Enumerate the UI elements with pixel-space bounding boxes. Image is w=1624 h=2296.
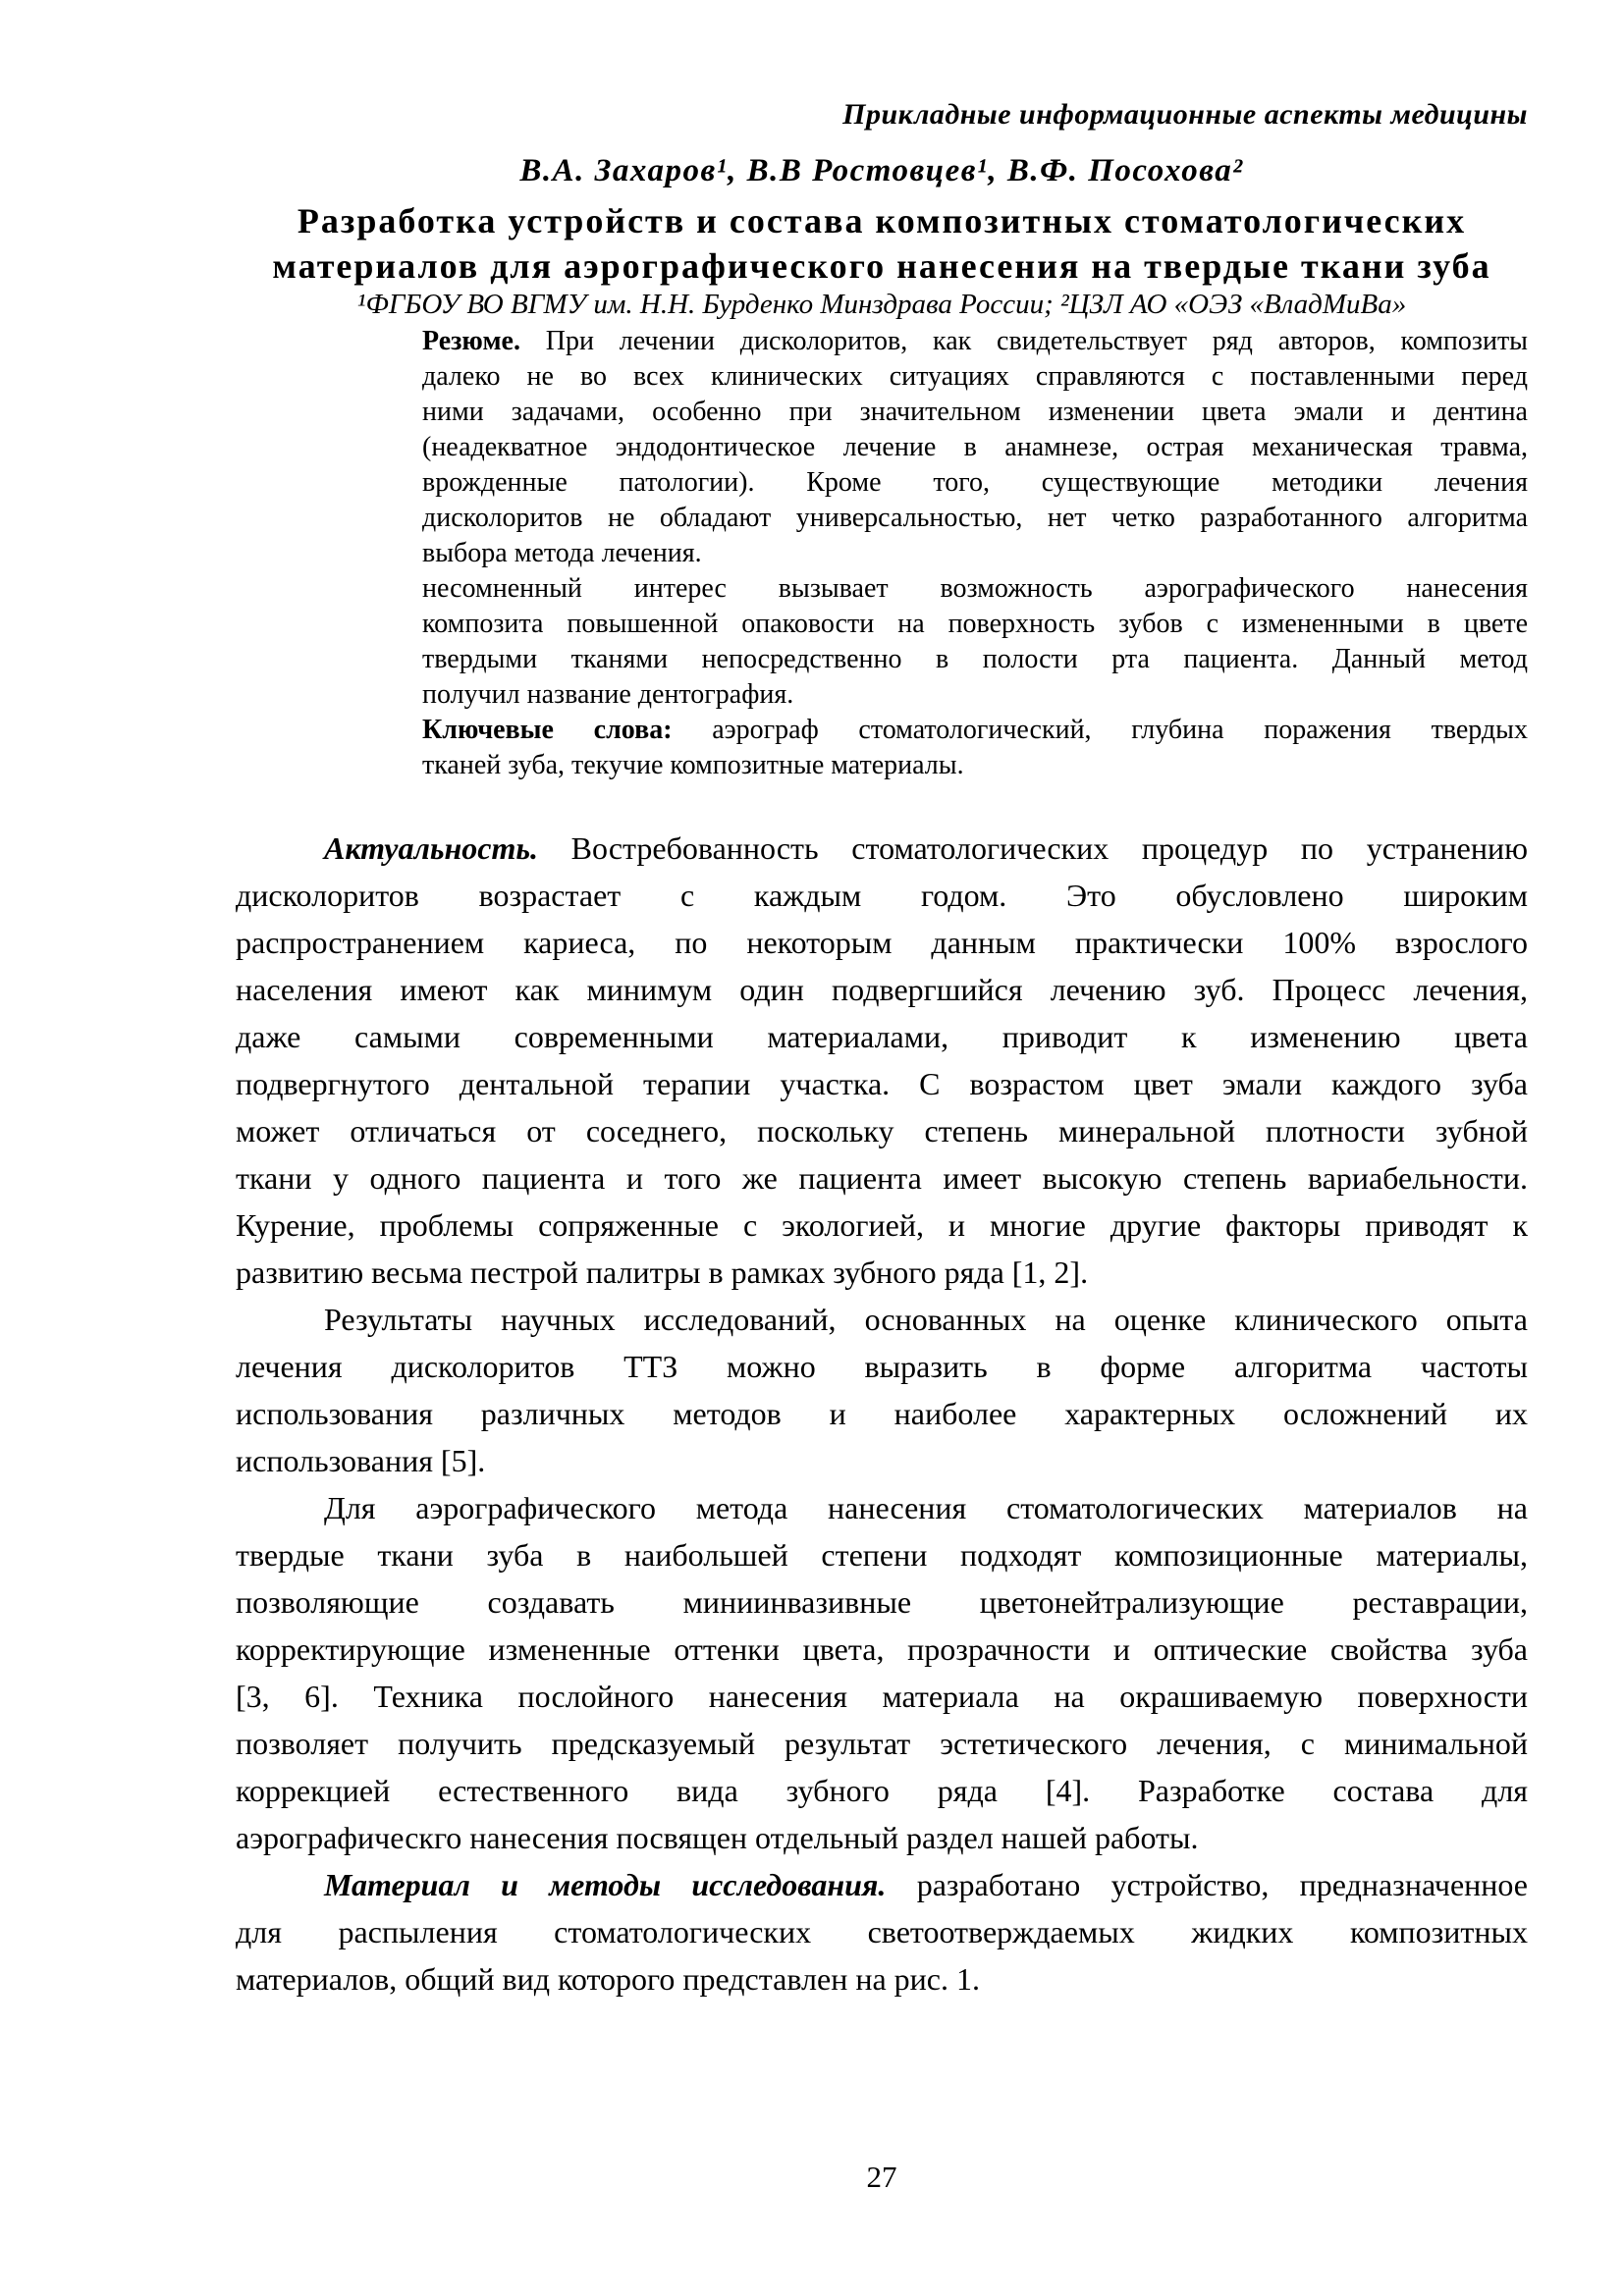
text-line: Для аэрографического метода нанесения стоматологических материалов на <box>324 1490 1528 1525</box>
text-line: Резюме. При лечении дисколоритов, как свидетельствует ряд авторов, композиты <box>422 326 1528 356</box>
text-line: далеко не во всех клинических ситуациях справляются с поставленными перед <box>422 361 1528 392</box>
running-header: Прикладные информационные аспекты медицины <box>842 98 1528 131</box>
lead-emphasis: Резюме. <box>422 326 520 356</box>
text-line: даже самыми современными материалами, приводит к изменению цвета <box>236 1019 1528 1054</box>
text-line: ними задачами, особенно при значительном изменении цвета эмали и дентина <box>422 397 1528 427</box>
paragraph <box>236 825 1528 1296</box>
text-line: позволяющие создавать миниинвазивные цветонейтрализующие реставрации, <box>236 1584 1528 1620</box>
text-line: тканей зуба, текучие композитные материалы. <box>422 750 964 780</box>
text-line: материалов, общий вид которого представлен на рис. 1. <box>236 1961 980 1997</box>
text-line: выбора метода лечения. <box>422 538 702 568</box>
text-line: развитию весьма пестрой палитры в рамках зубного ряда [1, 2]. <box>236 1255 1089 1290</box>
paragraph <box>422 713 1528 783</box>
text-line: дисколоритов не обладают универсальностью, нет четко разработанного алгоритма <box>422 503 1528 533</box>
body-text <box>236 825 1528 2002</box>
paragraph <box>422 324 1528 571</box>
text-line: врожденные патологии). Кроме того, существующие методики лечения <box>422 467 1528 498</box>
page-number: 27 <box>866 2160 897 2194</box>
text-line: корректирующие измененные оттенки цвета, прозрачности и оптические свойства зуба <box>236 1631 1528 1667</box>
text-line: твердыми тканями непосредственно в полости рта пациента. Данный метод <box>422 644 1528 674</box>
authors-line: В.А. Захаров¹, В.В Ростовцев¹, В.Ф. Посохова² <box>519 153 1244 188</box>
paragraph <box>236 1296 1528 1484</box>
lead-emphasis: Материал и методы исследования. <box>324 1867 887 1902</box>
text-line: распространением кариеса, по некоторым данным практически 100% взрослого <box>236 925 1528 960</box>
text-line: лечения дисколоритов ТТЗ можно выразить в форме алгоритма частоты <box>236 1349 1528 1384</box>
text-line: Результаты научных исследований, основанных на оценке клинического опыта <box>324 1302 1528 1337</box>
text-line: несомненный интерес вызывает возможность аэрографического нанесения <box>422 573 1528 604</box>
paragraph <box>236 1484 1528 1861</box>
article-title <box>236 198 1528 289</box>
text-line: получил название дентография. <box>422 679 794 710</box>
text-line: для распыления стоматологических светоотверждаемых жидких композитных <box>236 1914 1528 1949</box>
abstract-block <box>422 324 1528 783</box>
paragraph <box>236 1861 1528 2002</box>
text-line: коррекцией естественного вида зубного ряда [4]. Разработке состава для <box>236 1773 1528 1808</box>
text-line: населения имеют как минимум один подвергшийся лечению зуб. Процесс лечения, <box>236 972 1528 1007</box>
lead-emphasis: Ключевые слова: <box>422 715 673 745</box>
article-title-line: Разработка устройств и состава композитных стоматологических <box>297 201 1467 240</box>
affiliation-line: ¹ФГБОУ ВО ВГМУ им. Н.Н. Бурденко Минздрава России; ²ЦЗЛ АО «ОЭЗ «ВладМиВа» <box>356 289 1407 320</box>
text-line: ткани у одного пациента и того же пациента имеет высокую степень вариабельности. <box>236 1160 1528 1196</box>
text-line: Ключевые слова: аэрограф стоматологический, глубина поражения твердых <box>422 715 1528 745</box>
text-line: использования различных методов и наиболее характерных осложнений их <box>236 1396 1528 1431</box>
article-title-line: материалов для аэрографического нанесения на твердые ткани зуба <box>272 246 1491 286</box>
text-line: Материал и методы исследования. разработано устройство, предназначенное <box>324 1867 1528 1902</box>
text-line: позволяет получить предсказуемый результат эстетического лечения, с минимальной <box>236 1726 1528 1761</box>
text-line: может отличаться от соседнего, поскольку степень минеральной плотности зубной <box>236 1113 1528 1148</box>
text-line: Актуальность. Востребованность стоматологических процедур по устранению <box>324 830 1528 866</box>
text-line: аэрографическго нанесения посвящен отдельный раздел нашей работы. <box>236 1820 1199 1855</box>
text-line: подвергнутого дентальной терапии участка. С возрастом цвет эмали каждого зуба <box>236 1066 1528 1101</box>
text-line: [3, 6]. Техника послойного нанесения материала на окрашиваемую поверхности <box>236 1679 1528 1714</box>
text-line: использования [5]. <box>236 1443 486 1478</box>
lead-emphasis: Актуальность. <box>324 830 538 866</box>
text-line: Курение, проблемы сопряженные с экологией, и многие другие факторы приводят к <box>236 1207 1528 1243</box>
text-line: композита повышенной опаковости на поверхность зубов с измененными в цвете <box>422 609 1528 639</box>
text-line: твердые ткани зуба в наибольшей степени подходят композиционные материалы, <box>236 1537 1528 1573</box>
text-line: (неадекватное эндодонтическое лечение в анамнезе, острая механическая травма, <box>422 432 1528 462</box>
text-line: дисколоритов возрастает с каждым годом. Это обусловлено широким <box>236 878 1528 913</box>
paragraph <box>422 571 1528 713</box>
